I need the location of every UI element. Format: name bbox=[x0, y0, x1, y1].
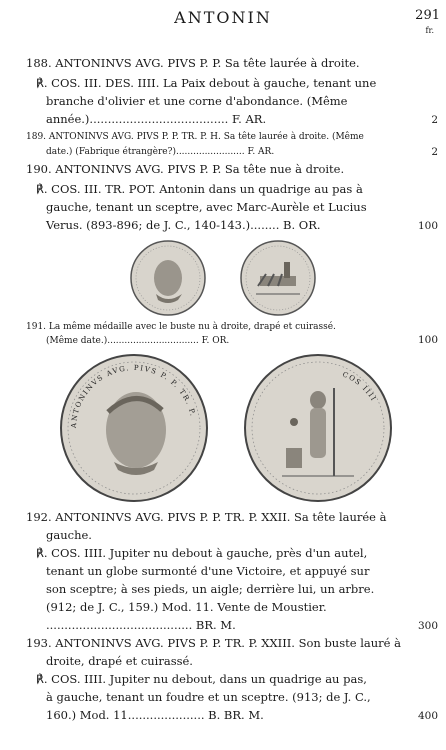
entry-192-line-4: tenant un globe surmonté d'une Victoire, et appuyé sur bbox=[46, 564, 370, 578]
entry-191-value: 100 bbox=[417, 334, 438, 346]
entry-193-line-1: 193. ANTONINVS AVG. PIVS P. P. TR. P. XXIII. Son buste lauré à bbox=[26, 636, 401, 650]
coin-192-reverse bbox=[242, 352, 394, 504]
entry-191-line-2: (Même date.)................................ F. OR. bbox=[46, 336, 230, 346]
coin-192-obverse bbox=[58, 352, 210, 504]
coin-192-reverse-legend: COS IIII bbox=[341, 370, 378, 404]
page-title: ANTONIN bbox=[174, 8, 272, 27]
entry-190-line-2: ℟. COS. III. TR. POT. Antonin dans un quadrige au pas à bbox=[36, 182, 363, 196]
entry-193-line-4: à gauche, tenant un foudre et un sceptre. (913; de J. C., bbox=[46, 690, 371, 704]
entry-188-value: 2 bbox=[431, 114, 438, 126]
entry-190-value: 100 bbox=[417, 220, 438, 232]
entry-192-line-1: 192. ANTONINVS AVG. PIVS P. P. TR. P. XXII. Sa tête laurée à bbox=[26, 510, 387, 524]
coin-190-obverse bbox=[128, 238, 208, 318]
entry-190-line-3: gauche, tenant un sceptre, avec Marc-Aurèle et Lucius bbox=[46, 200, 367, 214]
entry-193-value: 400 bbox=[417, 710, 438, 722]
entry-193-line-3: ℟. COS. IIII. Jupiter nu debout, dans un quadrige au pas, bbox=[36, 672, 367, 686]
entry-192-line-7: ........................................ BR. M. bbox=[46, 618, 236, 632]
entry-189-line-1: 189. ANTONINVS AVG. PIVS P. P. TR. P. H. Sa tête laurée à droite. (Même bbox=[26, 132, 364, 142]
entry-188-line-1: 188. ANTONINVS AVG. PIVS P. P. Sa tête laurée à droite. bbox=[26, 56, 360, 70]
coin-190-reverse bbox=[238, 238, 318, 318]
entry-193-line-2: droite, drapé et cuirassé. bbox=[46, 654, 193, 668]
entry-192-line-2: gauche. bbox=[46, 528, 92, 542]
unit-label: fr. bbox=[425, 26, 434, 35]
page-number: 291 bbox=[415, 8, 440, 23]
entry-190-line-4: Verus. (893-896; de J. C., 140-143.)........ B. OR. bbox=[46, 218, 321, 232]
entry-190-line-1: 190. ANTONINVS AVG. PIVS P. P. Sa tête nue à droite. bbox=[26, 162, 345, 176]
coin-192-obverse-legend: ANTONINVS AVG. PIVS P. P. TR. P. bbox=[69, 363, 197, 429]
entry-189-value: 2 bbox=[431, 146, 438, 158]
entry-192-value: 300 bbox=[417, 620, 438, 632]
entry-192-line-6: (912; de J. C., 159.) Mod. 11. Vente de Moustier. bbox=[46, 600, 327, 614]
entry-192-line-3: ℟. COS. IIII. Jupiter nu debout à gauche, près d'un autel, bbox=[36, 546, 368, 560]
entry-193-line-5: 160.) Mod. 11..................... B. BR. M. bbox=[46, 708, 264, 722]
entry-189-line-2: date.) (Fabrique étrangère?)........................ F. AR. bbox=[46, 147, 275, 157]
entry-191-line-1: 191. La même médaille avec le buste nu à droite, drapé et cuirassé. bbox=[26, 322, 336, 332]
entry-188-line-3: branche d'olivier et une corne d'abondance. (Même bbox=[46, 94, 348, 108]
entry-192-line-5: son sceptre; à ses pieds, un aigle; derrière lui, un arbre. bbox=[46, 582, 375, 596]
entry-188-line-2: ℟. COS. III. DES. IIII. La Paix debout à gauche, tenant une bbox=[36, 76, 377, 90]
entry-188-line-4: année.)...................................... F. AR. bbox=[46, 112, 267, 126]
